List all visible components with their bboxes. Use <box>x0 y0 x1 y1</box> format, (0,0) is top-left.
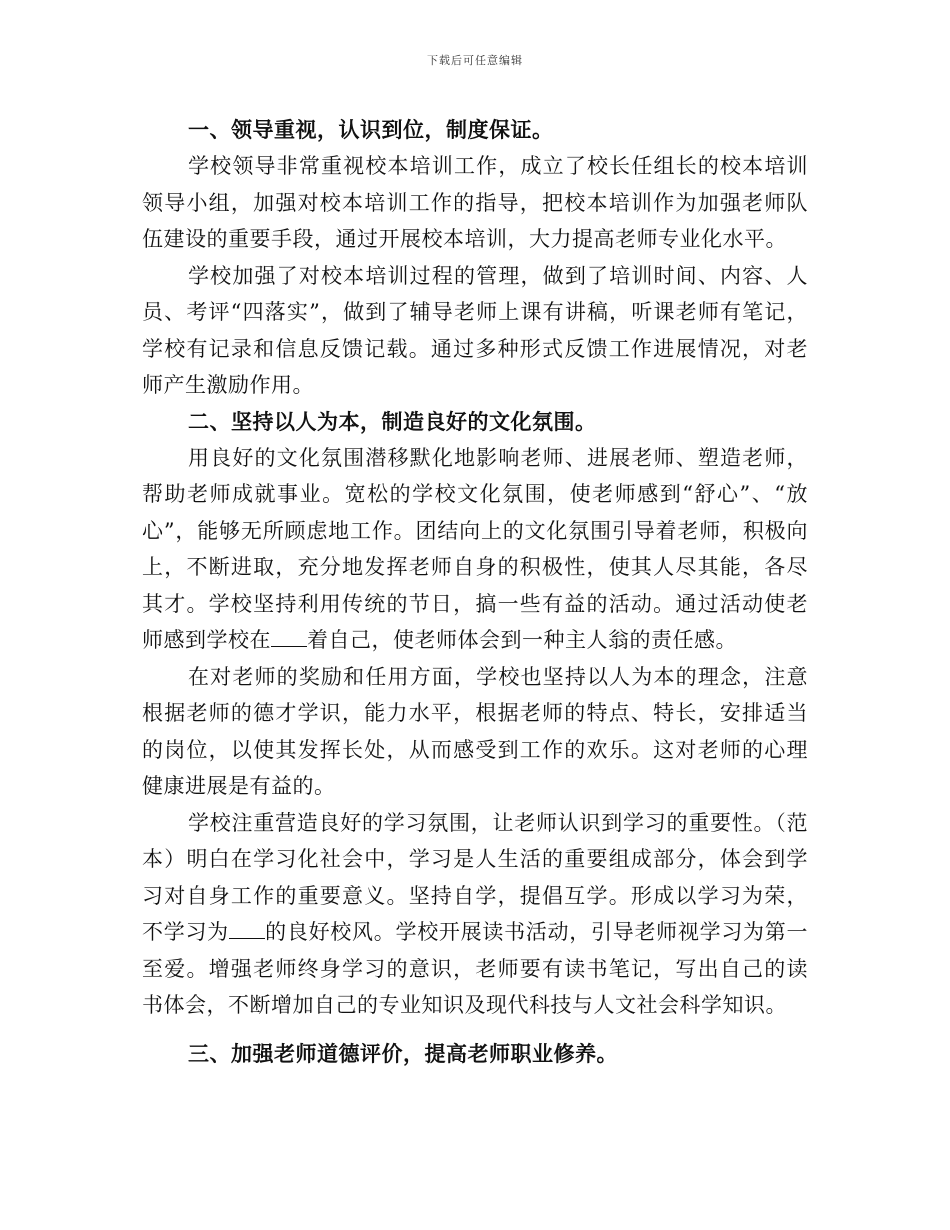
paragraph: 在对老师的奖励和任用方面，学校也坚持以人为本的理念，注意根据老师的德才学识，能力水平，根据老师的特点、特长，安排适当的岗位，以使其发挥长处，从而感受到工作的欢乐。这对老师的心理健康进展是有益的。 <box>142 664 808 798</box>
document-body <box>142 112 808 1072</box>
page-header: 下载后可任意编辑 <box>427 54 523 67</box>
section-heading-1: 一、领导重视，认识到位，制度保证。 <box>188 117 554 142</box>
paragraph: 学校加强了对校本培训过程的管理，做到了培训时间、内容、人员、考评“四落实”，做到了辅导老师上课有讲稿，听课老师有笔记，学校有记录和信息反馈记载。通过多种形式反馈工作进展情况，对老师产生激励作用。 <box>142 263 808 397</box>
fill-blank <box>271 628 307 647</box>
paragraph-text: 学校注重营造良好的学习氛围，让老师认识到学习的重要性。（范本）明白在学习化社会中，学习是人生活的重要组成部分，体会到学习对自身工作的重要意义。坚持自学，提倡互学。形成以学习为荣，不学习为 <box>142 810 808 944</box>
paragraph-text: 的良好校风。学校开展读书活动，引导老师视学习为第一至爱。增强老师终身学习的意识，老师要有读书笔记，写出自己的读书体会，不断增加自己的专业知识及现代科技与人文社会科学知识。 <box>142 920 809 1017</box>
section-heading-3: 三、加强老师道德评价，提高老师职业修养。 <box>188 1040 618 1066</box>
paragraph: 学校领导非常重视校本培训工作，成立了校长任组长的校本培训领导小组，加强对校本培训工作的指导，把校本培训作为加强老师队伍建设的重要手段，通过开展校本培训，大力提高老师专业化水平。 <box>142 154 808 251</box>
paragraph <box>142 805 808 1024</box>
paragraph-text: 用良好的文化氛围潜移默化地影响老师、进展老师、塑造老师，帮助老师成就事业。宽松的学校文化氛围，使老师感到“舒心”、“放心”，能够无所顾虑地工作。团结向上的文化氛围引导着老师，积极向上，不断进取，充分地发挥老师自身的积极性，使其人尽其能，各尽其才。学校坚持利用传统的节日，搞一些有益的活动。通过活动使老师感到学校在 <box>142 445 808 652</box>
paragraph-text: 着自己，使老师体会到一种主人翁的责任感。 <box>307 628 737 652</box>
paragraph <box>142 440 808 659</box>
fill-blank <box>229 920 265 939</box>
section-heading-2: 二、坚持以人为本，制造良好的文化氛围。 <box>188 408 597 434</box>
